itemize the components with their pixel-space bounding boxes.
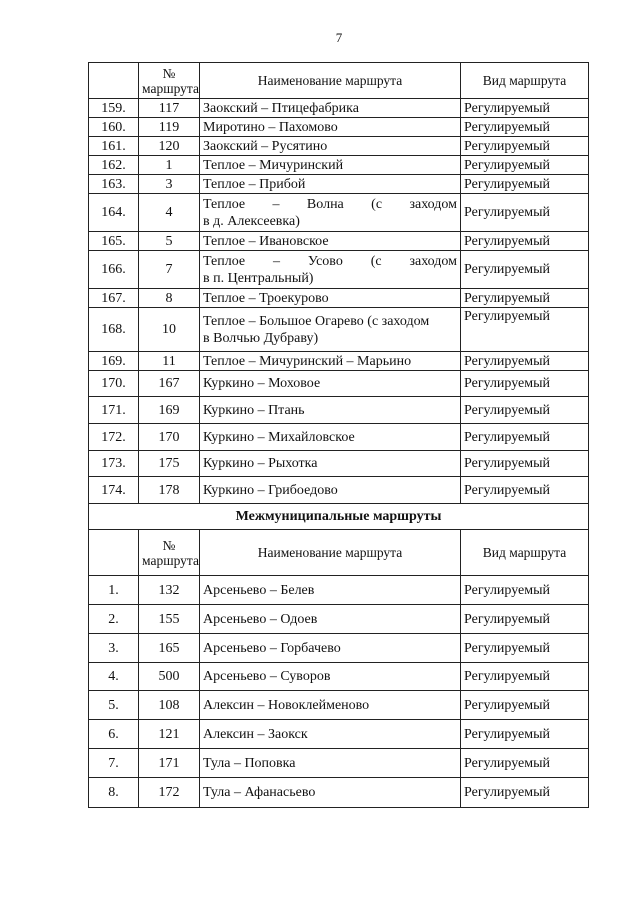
- table-row: [89, 778, 589, 808]
- row-index: 164.: [89, 194, 139, 232]
- routes-table: [88, 62, 589, 808]
- table-row: [89, 251, 589, 289]
- table-header-row: [89, 530, 589, 576]
- route-kind: Регулируемый: [461, 477, 589, 504]
- table-row: [89, 175, 589, 194]
- section-header-row: [89, 504, 589, 530]
- route-number: 5: [139, 232, 200, 251]
- route-kind: Регулируемый: [461, 194, 589, 232]
- route-number: 172: [139, 778, 200, 808]
- table-row: [89, 691, 589, 720]
- table-row: [89, 137, 589, 156]
- row-index: 6.: [89, 720, 139, 749]
- route-kind: Регулируемый: [461, 749, 589, 778]
- route-kind: Регулируемый: [461, 397, 589, 424]
- route-name: Куркино – Грибоедово: [200, 477, 461, 504]
- row-index: 1.: [89, 576, 139, 605]
- route-kind: Регулируемый: [461, 251, 589, 289]
- route-name: Куркино – Моховое: [200, 371, 461, 397]
- route-kind: Регулируемый: [461, 778, 589, 808]
- header-route-name: Наименование маршрута: [200, 63, 461, 99]
- route-name: Теплое – Троекурово: [200, 289, 461, 308]
- route-number: 1: [139, 156, 200, 175]
- row-index: 169.: [89, 352, 139, 371]
- row-index: 160.: [89, 118, 139, 137]
- route-name: Куркино – Михайловское: [200, 424, 461, 451]
- route-number: 119: [139, 118, 200, 137]
- route-number: 175: [139, 451, 200, 477]
- route-number: 3: [139, 175, 200, 194]
- route-name: Теплое – Мичуринский – Марьино: [200, 352, 461, 371]
- route-name: Тула – Афанасьево: [200, 778, 461, 808]
- table-header-row: [89, 63, 589, 99]
- route-number: 155: [139, 605, 200, 634]
- table-row: [89, 749, 589, 778]
- row-index: 162.: [89, 156, 139, 175]
- route-name: Арсеньево – Суворов: [200, 663, 461, 691]
- route-name-line: в д. Алексеевка): [203, 213, 300, 229]
- route-name: Заокский – Русятино: [200, 137, 461, 156]
- row-index: 173.: [89, 451, 139, 477]
- route-name-line: в Волчью Дубраву): [203, 330, 319, 346]
- row-index: 166.: [89, 251, 139, 289]
- route-kind: Регулируемый: [461, 605, 589, 634]
- route-number: 170: [139, 424, 200, 451]
- route-number: 11: [139, 352, 200, 371]
- header-route-kind: Вид маршрута: [461, 530, 589, 576]
- row-index: 167.: [89, 289, 139, 308]
- table-row: [89, 605, 589, 634]
- route-number: 120: [139, 137, 200, 156]
- route-kind: Регулируемый: [461, 118, 589, 137]
- route-number: 178: [139, 477, 200, 504]
- row-index: 174.: [89, 477, 139, 504]
- route-number: 108: [139, 691, 200, 720]
- route-kind: Регулируемый: [461, 352, 589, 371]
- table-row: [89, 371, 589, 397]
- row-index: 170.: [89, 371, 139, 397]
- row-index: 168.: [89, 308, 139, 352]
- row-index: 3.: [89, 634, 139, 663]
- page-number: 7: [335, 30, 343, 45]
- route-kind: Регулируемый: [461, 634, 589, 663]
- row-index: 165.: [89, 232, 139, 251]
- route-name: Алексин – Заокск: [200, 720, 461, 749]
- header-index: [89, 63, 139, 99]
- route-kind: Регулируемый: [461, 137, 589, 156]
- route-name-line: в п. Центральный): [203, 270, 314, 286]
- route-number: 165: [139, 634, 200, 663]
- route-kind: Регулируемый: [461, 424, 589, 451]
- route-kind: Регулируемый: [461, 371, 589, 397]
- route-number: 132: [139, 576, 200, 605]
- route-name: Куркино – Рыхотка: [200, 451, 461, 477]
- row-index: 8.: [89, 778, 139, 808]
- header-route-kind: Вид маршрута: [461, 63, 589, 99]
- table-row: [89, 663, 589, 691]
- route-name: Теплое – Ивановское: [200, 232, 461, 251]
- route-name: Теплое – Прибой: [200, 175, 461, 194]
- route-number: 4: [139, 194, 200, 232]
- row-index: 5.: [89, 691, 139, 720]
- route-name: Заокский – Птицефабрика: [200, 99, 461, 118]
- route-number: 10: [139, 308, 200, 352]
- route-name: Алексин – Новоклейменово: [200, 691, 461, 720]
- route-kind: Регулируемый: [461, 576, 589, 605]
- table-row: [89, 308, 589, 352]
- table-row: [89, 352, 589, 371]
- table-row: [89, 477, 589, 504]
- route-kind: Регулируемый: [461, 156, 589, 175]
- route-kind: Регулируемый: [461, 308, 589, 352]
- row-index: 172.: [89, 424, 139, 451]
- table-row: [89, 156, 589, 175]
- route-kind: Регулируемый: [461, 691, 589, 720]
- route-name: Миротино – Пахомово: [200, 118, 461, 137]
- route-number: 169: [139, 397, 200, 424]
- table-row: [89, 634, 589, 663]
- route-kind: Регулируемый: [461, 232, 589, 251]
- header-index: [89, 530, 139, 576]
- route-name: Куркино – Птань: [200, 397, 461, 424]
- route-name: Арсеньево – Одоев: [200, 605, 461, 634]
- header-route-number: № маршрута: [139, 63, 200, 99]
- table-row: [89, 720, 589, 749]
- route-number: 171: [139, 749, 200, 778]
- table-row: [89, 424, 589, 451]
- row-index: 163.: [89, 175, 139, 194]
- route-kind: Регулируемый: [461, 99, 589, 118]
- route-name: [200, 251, 461, 289]
- section-title: Межмуниципальные маршруты: [89, 504, 589, 530]
- route-name: Тула – Поповка: [200, 749, 461, 778]
- route-kind: Регулируемый: [461, 175, 589, 194]
- table-row: [89, 194, 589, 232]
- row-index: 4.: [89, 663, 139, 691]
- row-index: 2.: [89, 605, 139, 634]
- route-name-line: Теплое – Большое Огарево (с заходом: [203, 313, 430, 329]
- header-route-number: № маршрута: [139, 530, 200, 576]
- route-name: [200, 308, 461, 352]
- route-kind: Регулируемый: [461, 451, 589, 477]
- route-number: 117: [139, 99, 200, 118]
- route-name-line: Теплое – Волна (с заходом: [203, 196, 457, 212]
- header-route-name: Наименование маршрута: [200, 530, 461, 576]
- row-index: 7.: [89, 749, 139, 778]
- route-number: 121: [139, 720, 200, 749]
- table-row: [89, 451, 589, 477]
- row-index: 161.: [89, 137, 139, 156]
- table-row: [89, 99, 589, 118]
- route-name: [200, 194, 461, 232]
- route-number: 500: [139, 663, 200, 691]
- table-row: [89, 397, 589, 424]
- table-row: [89, 289, 589, 308]
- route-name: Теплое – Мичуринский: [200, 156, 461, 175]
- row-index: 159.: [89, 99, 139, 118]
- route-name: Арсеньево – Горбачево: [200, 634, 461, 663]
- route-kind: Регулируемый: [461, 720, 589, 749]
- table-row: [89, 576, 589, 605]
- route-kind: Регулируемый: [461, 663, 589, 691]
- route-kind: Регулируемый: [461, 289, 589, 308]
- route-number: 8: [139, 289, 200, 308]
- table-row: [89, 232, 589, 251]
- row-index: 171.: [89, 397, 139, 424]
- route-number: 7: [139, 251, 200, 289]
- route-number: 167: [139, 371, 200, 397]
- table-row: [89, 118, 589, 137]
- route-name-line: Теплое – Усово (с заходом: [203, 253, 457, 269]
- route-name: Арсеньево – Белев: [200, 576, 461, 605]
